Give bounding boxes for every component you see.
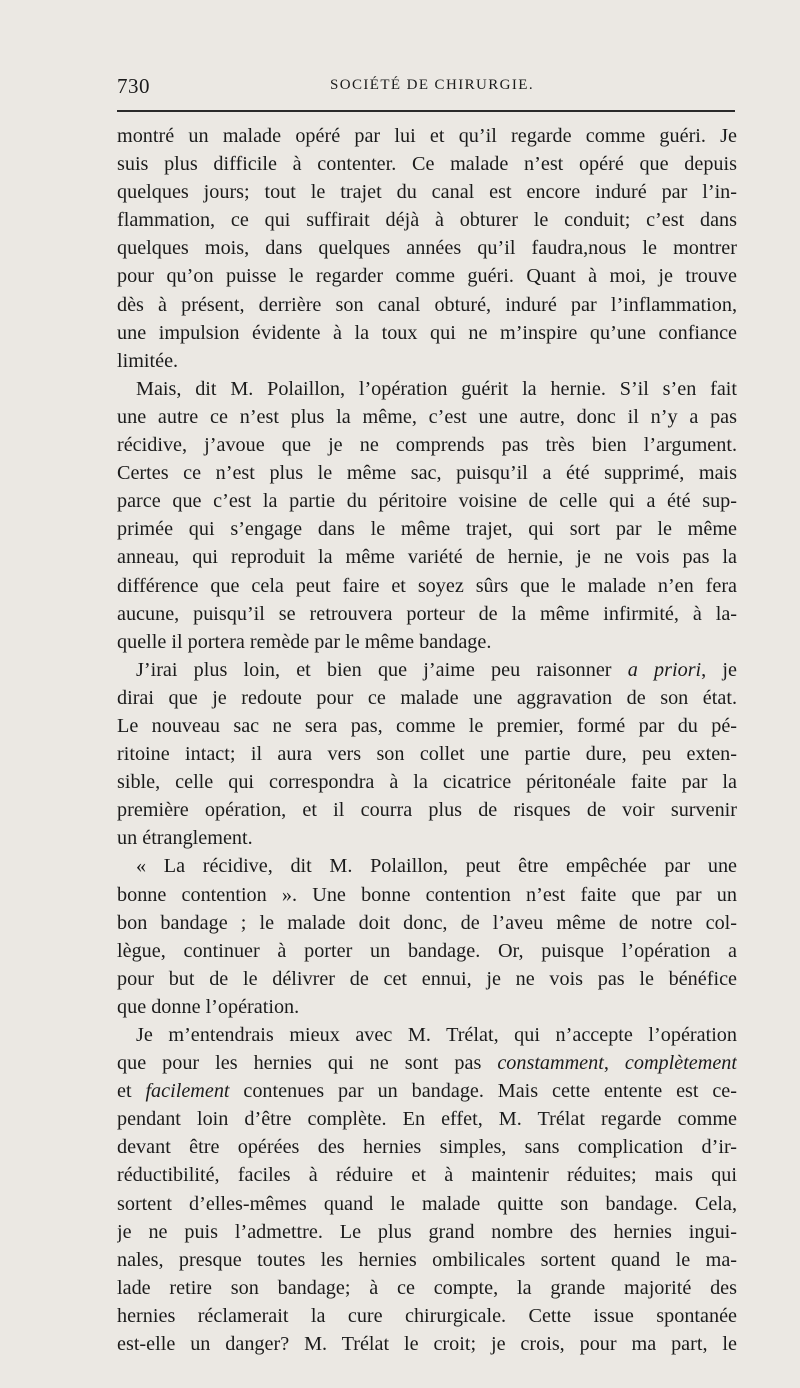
text-line: première opération, et il courra plus de risques de voir survenir [117,799,737,822]
text-line: pendant loin d’être complète. En effet, M. Trélat regarde comme [117,1108,737,1131]
text-line-mixed [117,1049,737,1077]
text-line: que donne l’opération. [117,995,300,1018]
journal-title: SOCIÉTÉ DE CHIRURGIE. [330,77,534,93]
text-line: ritoine intact; il aura vers son collet une partie dure, peu exten- [117,743,737,766]
text-line: récidive, j’avoue que je ne comprends pas très bien l’argument. [117,434,737,457]
text-line: aucune, puisqu’il se retrouvera porteur de la même infirmité, à la- [117,602,737,625]
text-line: Mais, dit M. Polaillon, l’opération guérit la hernie. S’il s’en fait [136,377,737,400]
text-line: nales, presque toutes les hernies ombilicales sortent quand le ma- [117,1248,737,1271]
text-line: bon bandage ; le malade doit donc, de l’aveu même de notre col- [117,911,737,934]
text-line: montré un malade opéré par lui et qu’il regarde comme guéri. Je [117,125,737,147]
text-line: flammation, ce qui suffirait déjà à obturer le conduit; c’est dans [117,209,737,232]
text-line: une autre ce n’est plus la même, c’est une autre, donc il n’y a pas [117,405,737,428]
text-line: quelques jours; tout le trajet du canal est encore induré par l’in- [117,181,737,204]
text-line: quelques mois, dans quelques années qu’il faudra,nous le montrer [117,237,737,260]
text-line: sible, celle qui correspondra à la cicatrice péritonéale faite par la [117,771,737,794]
text-line: devant être opérées des hernies simples, sans complication d’ir- [117,1136,737,1159]
text-run: et [117,1080,132,1103]
italic-run: complètement [624,1052,737,1075]
text-line: quelle il portera remède par le même bandage. [117,630,492,653]
text-line: lade retire son bandage; à ce compte, la grande majorité des [117,1276,737,1299]
text-run: , je [701,658,737,681]
italic-run: constamment [497,1052,604,1075]
italic-run: a priori [627,658,702,681]
text-line: limitée. [117,349,179,372]
text-line: Je m’entendrais mieux avec M. Trélat, qui n’accepte l’opération [136,1024,737,1046]
text-line: pour but de le délivrer de cet ennui, je ne vois pas le bénéfice [117,967,737,990]
text-line: « La récidive, dit M. Polaillon, peut être empêchée par une [136,855,737,878]
text-run: J’irai plus loin, et bien que j’aime peu raisonner [136,658,612,681]
text-line: lègue, continuer à porter un bandage. Or, puisque l’opération a [117,939,737,962]
text-line: sortent d’elles-mêmes quand le malade quitte son bandage. Cela, [117,1192,737,1215]
text-line: suis plus difficile à contenter. Ce malade n’est opéré que depuis [117,153,737,176]
text-run: contenues par un bandage. Mais cette entente est ce- [229,1080,737,1103]
body-text [117,122,737,1358]
text-line: bonne contention ». Une bonne contention n’est faite que par un [117,883,737,906]
text-line: dès à présent, derrière son canal obturé, induré par l’inflammation, [117,293,737,316]
text-run: , [603,1052,609,1075]
text-line: parce que c’est la partie du péritoire voisine de celle qui a été sup- [117,490,737,513]
text-line: Le nouveau sac ne sera pas, comme le premier, formé par du pé- [117,714,737,737]
text-line: pour qu’on puisse le regarder comme guéri. Quant à moi, je trouve [117,265,737,288]
text-line: je ne puis l’admettre. Le plus grand nombre des hernies ingui- [117,1220,737,1243]
text-line: Certes ce n’est plus le même sac, puisqu’il a été supprimé, mais [117,462,737,485]
text-line: différence que cela peut faire et soyez sûrs que le malade n’en fera [117,574,737,597]
text-line-mixed [117,1077,737,1105]
text-line: un étranglement. [117,827,253,850]
text-line: hernies réclamerait la cure chirurgicale. Cette issue spontanée [117,1304,737,1327]
text-run: que pour les hernies qui ne sont pas [117,1052,482,1075]
running-head [117,74,737,100]
text-line: anneau, qui reproduit la même variété de hernie, je ne vois pas la [117,546,737,569]
text-line: une impulsion évidente à la toux qui ne m’inspire qu’une confiance [117,321,737,344]
text-line: est-elle un danger? M. Trélat le croit; je crois, pour ma part, le [117,1333,737,1356]
page-number: 730 [117,74,150,98]
italic-run: facilement [145,1080,230,1103]
header-rule [117,110,735,112]
text-line: dirai que je redoute pour ce malade une aggravation de son état. [117,686,737,709]
text-line: primée qui s’engage dans le même trajet, qui sort par le même [117,518,737,541]
text-line: réductibilité, faciles à réduire et à maintenir réduites; mais qui [117,1164,737,1187]
text-line-mixed [117,656,737,684]
